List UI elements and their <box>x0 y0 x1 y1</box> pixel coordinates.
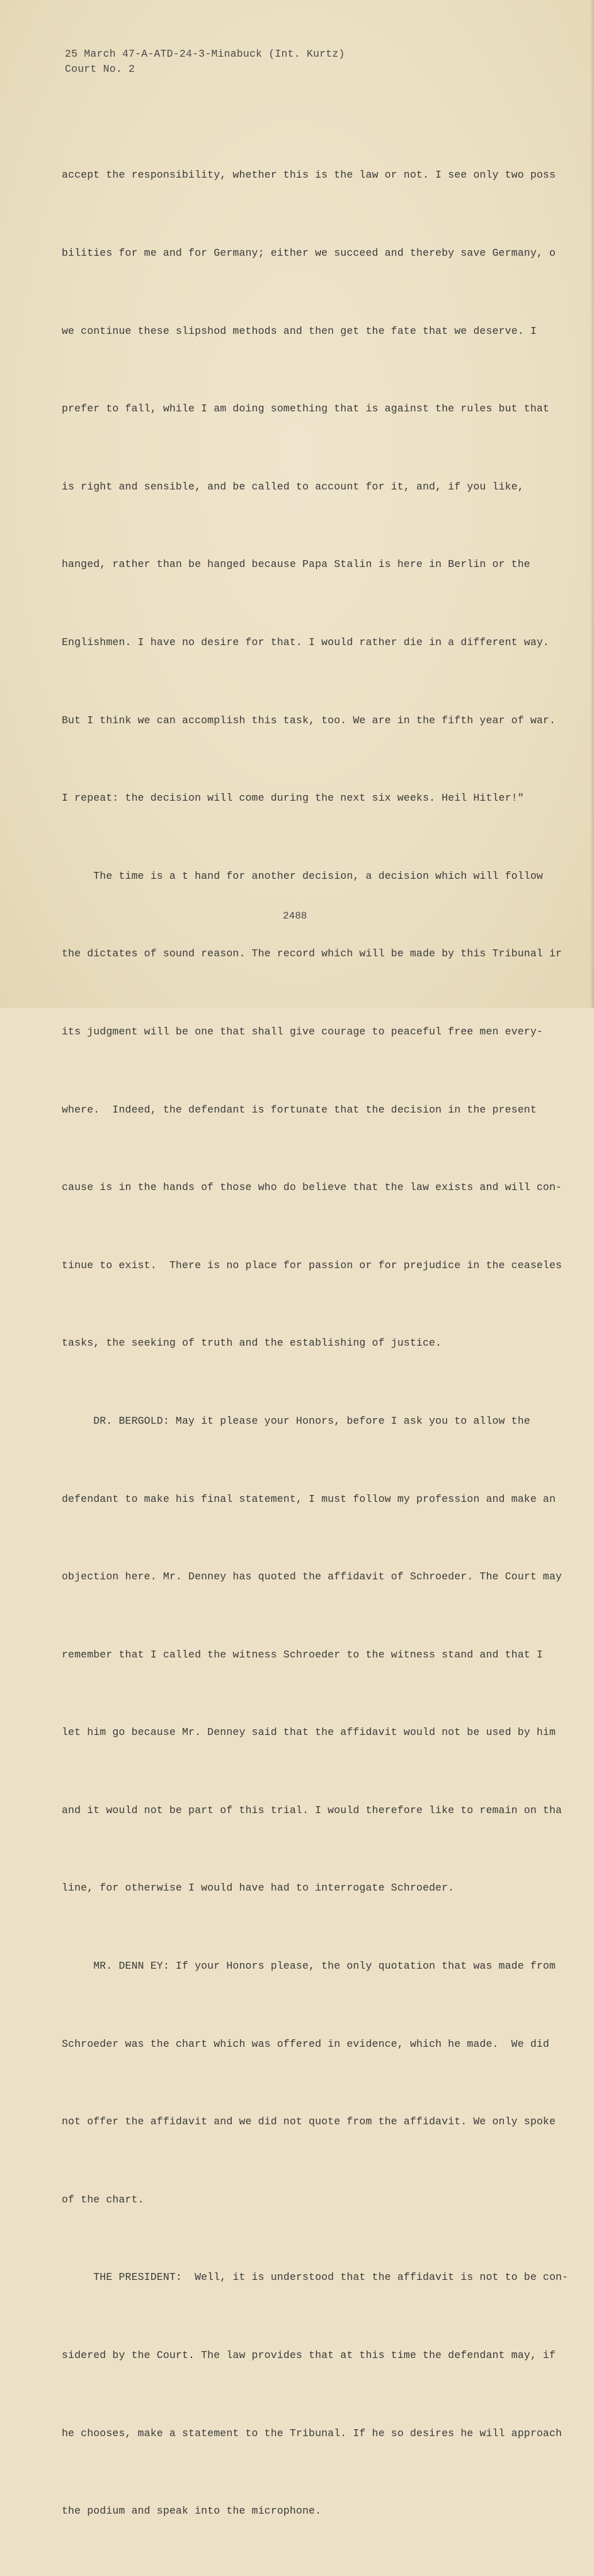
page-edge-shadow <box>590 0 594 1008</box>
text-line: not offer the affidavit and we did not quote from the affidavit. We only spoke <box>62 2115 556 2128</box>
text-line: we continue these slipshod methods and then get the fate that we deserve. I <box>62 324 537 337</box>
text-line: tinue to exist. There is no place for passion or for prejudice in the ceaseles <box>62 1259 563 1271</box>
text-line: prefer to fall, while I am doing something that is against the rules but that <box>62 403 549 415</box>
transcript-body <box>62 110 585 2576</box>
text-line: line, for otherwise I would have had to interrogate Schroeder. <box>62 1882 455 1894</box>
text-line: tasks, the seeking of truth and the establishing of justice. <box>62 1337 442 1349</box>
text-line: bilities for me and for Germany; either we succeed and thereby save Germany, o <box>62 247 556 259</box>
text-line: sidered by the Court. The law provides that at this time the defendant may, if <box>62 2349 556 2362</box>
header-line-2: Court No. 2 <box>65 63 135 75</box>
text-line: of the chart. <box>62 2193 144 2206</box>
text-line: Englishmen. I have no desire for that. I would rather die in a different way. <box>62 636 549 648</box>
text-line: defendant to make his final statement, I must follow my profession and make an <box>62 1492 556 1505</box>
text-line: and it would not be part of this trial. I would therefore like to remain on tha <box>62 1804 563 1816</box>
text-line: remember that I called the witness Schroeder to the witness stand and that I <box>62 1648 543 1661</box>
text-line: MR. DENN EY: If your Honors please, the only quotation that was made from <box>62 1960 556 1972</box>
text-line: the dictates of sound reason. The record which will be made by this Tribunal ir <box>62 947 563 960</box>
text-line: its judgment will be one that shall give courage to peaceful free men every- <box>62 1025 543 1038</box>
text-line: let him go because Mr. Denney said that the affidavit would not be used by him <box>62 1726 556 1739</box>
header-line-1: 25 March 47-A-ATD-24-3-Minabuck (Int. Kurtz) <box>65 48 345 60</box>
text-line: cause is in the hands of those who do believe that the law exists and will con- <box>62 1181 563 1194</box>
text-line: where. Indeed, the defendant is fortunate that the decision in the present <box>62 1103 537 1116</box>
text-line: he chooses, make a statement to the Tribunal. If he so desires he will approach <box>62 2427 563 2439</box>
text-line: I repeat: the decision will come during the next six weeks. Heil Hitler!" <box>62 792 524 804</box>
text-line: the podium and speak into the microphone. <box>62 2505 322 2517</box>
text-line: The time is a t hand for another decision, a decision which will follow <box>62 869 543 882</box>
text-line: hanged, rather than be hanged because Papa Stalin is here in Berlin or the <box>62 558 530 571</box>
text-line: Schroeder was the chart which was offered in evidence, which he made. We did <box>62 2037 549 2050</box>
text-line: objection here. Mr. Denney has quoted the affidavit of Schroeder. The Court may <box>62 1571 563 1583</box>
text-line: But I think we can accomplish this task, too. We are in the fifth year of war. <box>62 714 556 726</box>
text-line: accept the responsibility, whether this is the law or not. I see only two poss <box>62 169 556 181</box>
page-number: 2488 <box>283 910 307 922</box>
text-line: DR. BERGOLD: May it please your Honors, before I ask you to allow the <box>62 1414 530 1427</box>
text-line: THE PRESIDENT: Well, it is understood that the affidavit is not to be con- <box>62 2271 569 2284</box>
document-header <box>65 47 345 77</box>
text-line: is right and sensible, and be called to account for it, and, if you like, <box>62 480 524 493</box>
